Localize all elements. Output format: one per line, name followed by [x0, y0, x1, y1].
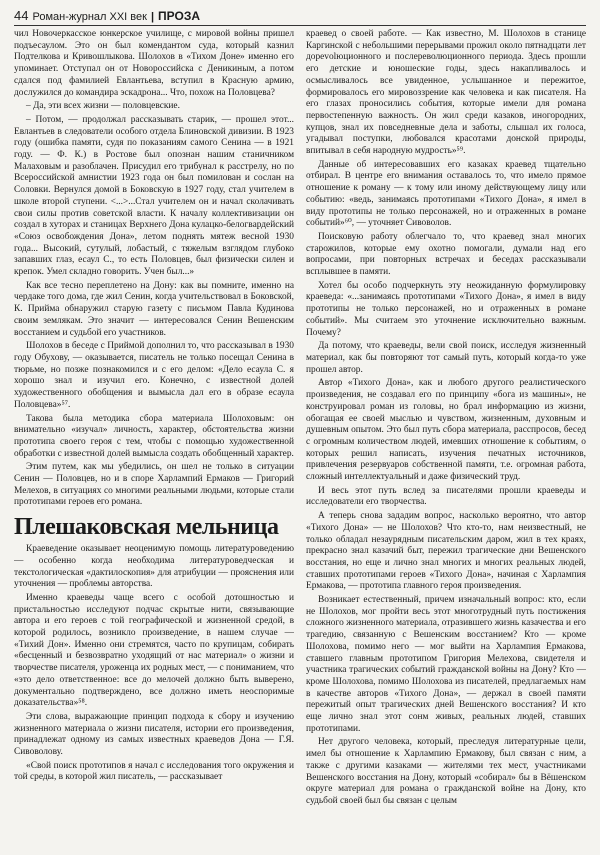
paragraph: Именно краеведы чаще всего с особой дотошностью и пристальностью исследуют подчас скрытые нити, связывающие автора и его героев с той географической и жизненной средой, в которой родилось, возникло произведение, в нашем случае — «Тихий Дон». Именно они стремятся, часто по крупицам, собирать «бесценный и безвозвратно уходящий от нас материал» о жизни и творчестве писателя, уроженца их родных мест, — с пониманием, что «это дело ответственное: все до мелочей должно быть выверено, документально подтверждено, все должно иметь неоспоримые доказательства»⁵⁸. [14, 592, 294, 709]
paragraph: чил Новочеркасское юнкерское училище, с мировой войны пришел подъесаулом. Это он был комендантом суда, который казнил Подтелкова и Кривошлыкова. Шолохов в «Тихом Доне» именно его упоминает. Отступал он от Новороссийска с Деникиным, а потом сдался под фамилией Евлантьева, вступил в Красную армию, дослужился до командира эскадрона... Что, похож на Половцева? [14, 29, 294, 98]
paragraph: Такова была методика сбора материала Шолоховым: он внимательно «изучал» личность, характер, обстоятельства жизни прототипа своего героя с тем, чтобы с помощью художественной обработки с известной долей вымысла создать обобщенный характер. [14, 413, 294, 459]
left-column [14, 29, 294, 855]
paragraph: А теперь снова зададим вопрос, насколько вероятно, что автор «Тихого Дона» — не Шолохов? Что кто-то, нам неизвестный, не только обладал незаурядным писательским даром, жил в тех краях, прекрасно знал казачий быт, пережил трагические дни Вешенского восстания, но еще и лично знал многих и многих реальных людей, ставших прототипами героев «Тихого Дона», начиная с Харлампия Ермакова, — прототипа главного героя произведения. [306, 511, 586, 592]
paragraph: Автор «Тихого Дона», как и любого другого реалистического произведения, не создавал его по принципу «бога из машины», не конструировал роман из головы, но брал информацию из жизни, обогащая ее своей мыслью и чувством, жизненным, духовным и душевным опытом. Это был путь сбора материала, расспросов, бесед с огромным количеством людей, имевших отношение к событиям, о которых решил написать, изучения печатных источников, привлечения резервуаров собственной памяти, т.е. огромная работа, сложный интеллектуальный и даже физический труд. [306, 378, 586, 483]
paragraph: Да потому, что краеведы, вели свой поиск, исследуя жизненный материал, как бы повторяют тот самый путь, который когда-то уже прошел автор. [306, 341, 586, 375]
paragraph: Данные об интересовавших его казаках краевед тщательно отбирал. В центре его внимания оставалось то, что имело прямое отношение к роману — к тому или иному действующему лицу или событию: «ведь, занимаясь прототипами «Тихого Дона», я имел в виду прототипы не только персонажей, но и отраженных в романе событий»⁶⁰, — уточняет Сивоволов. [306, 159, 586, 229]
paragraph: И весь этот путь вслед за писателями прошли краеведы и исследователи его творчества. [306, 485, 586, 508]
paragraph: Возникает естественный, причем изначальный вопрос: кто, если не Шолохов, мог пройти весь этот многотрудный путь постижения сложного жизненного материала, отразившего жизнь казачества и его трагедию, связанную с Вешенским восстанием? Кто — кроме Шолохова, помимо него — мог выйти на Харлампия Ермакова, ставшего главным прототипом Григория Мелехова, свидетеля и участника трагических событий гражданской войны на Дону? Кто — кроме Шолохова, помимо Шолохова из писателей, предлагаемых нам в качестве авторов «Тихого Дона», — держал в своей памяти пережитый опыт трагических дней Вешенского восстания? И кто еще лично знал этот сонм живых, реальных людей, ставших прототипами. [306, 595, 586, 734]
magazine-name: Роман-журнал XXI век [32, 11, 147, 23]
paragraph: Поисковую работу облегчало то, что краевед знал многих старожилов, которые ему охотно помогали, думали над его вопросами, при повторных встречах и беседах рассказывали всплывшее в памяти. [306, 231, 586, 278]
paragraph: Нет другого человека, который, преследуя литературные цели, имел бы отношение к Харлампию Ермакову, был связан с ним, а также с другими казаками — жителями тех мест, участниками Вешенского восстания на Дону, который «собирал» бы в Вёшенском округе материал для романа о гражданской войне на Дону, кто судьбой своей был бы связан с целым [306, 737, 586, 806]
page-number: 44 [14, 8, 29, 23]
paragraph: Краеведение оказывает неоценимую помощь литературоведению — особенно когда необходима литературоведческая и текстологическая «дактилоскопия» для атрибуции — прояснения или уточнения — проблемы авторства. [14, 544, 294, 590]
text-columns [14, 29, 586, 855]
paragraph: Как все тесно переплетено на Дону: как вы помните, именно на чердаке того дома, где жил Сенин, когда учительствовал в Боковской, К. Прийма обнаружил старую газету с письмом Павла Кудинова своим землякам. Это значит — интересовался Сенин Вешенским восстанием и судьбой его участников. [14, 280, 294, 338]
header-separator: | [150, 11, 155, 23]
paragraph: краевед о своей работе. — Как известно, М. Шолохов в станице Каргинской с небольшими перерывами прожил около пятнадцати лет дорevolюционного и послереволюционного периода. Здесь прошли его детские и юношеские годы, здесь накапливалось и осмысливалось все увиденное, услышанное и пережитое, формировалось его мировоззрение как человека и как писателя. На его глазах проносились события, которые имели для романа первостепенную важность. Он жил среди казаков, иногородних, купцов, знал их повседневные дела и заботы, слышал их голоса, угадывал поступки, любовался красотами донской природы, впитывал в себя народную мудрость»⁵⁹. [306, 29, 586, 157]
paragraph: – Да, эти всех жизни — половцевские. [26, 101, 180, 112]
paragraph: – Потом, — продолжал рассказывать старик, — прошел этот... Евлантьев в следователи особого отдела Блиновской дивизии. В 1923 году (ошибка памяти, судя по показаниям самого Сенина — в 1921 году. — Ф. К.) в Ростове был опознан нашим станичником Малаховым и разоблачен. Присудил его трибунал к расстрелу, но по Всероссийской амнистии 1923 года он был помилован и сослан на Соловки. Вернулся домой в Боковскую в 1927 году, стал учителем в школе второй ступени. <...>...Стал учителем он и начал сколачивать свои силы против советской власти. К началу коллективизации он создал в хуторах и станицах Верхнего Дона кулацко-белогвардейский «Союз освобождения Дона», летом поднять мятеж весной 1930 года... Высокий, сутулый, лобастый, с тяжелым взглядом глубоко запавших глаз, есаул С., то есть Половцев, был физически силен и крепок. Умел складно говорить. Учен был...» [14, 114, 294, 278]
article-title: Плешаковская мельница [14, 514, 279, 541]
paragraph: Эти слова, выражающие принцип подхода к сбору и изучению жизненного материала о жизни писателя, истории его произведения, принадлежат одному из самых известных краеведов Дона — Г.Я. Сивоволову. [14, 711, 294, 758]
paragraph: «Свой поиск прототипов я начал с исследования того окружения и той среды, в которой жил писатель, — рассказывает [14, 760, 294, 783]
paragraph: Этим путем, как мы убедились, он шел не только в ситуации Сенин — Половцев, но и в споре Харлампий Ермаков — Григорий Мелехов, в ситуациях со многими реальными людьми, которые стали прототипами героев его романа. [14, 462, 294, 508]
running-header [14, 8, 586, 26]
right-column [306, 29, 586, 855]
section-name: ПРОЗА [158, 9, 201, 23]
paragraph: Хотел бы особо подчеркнуть эту неожиданную формулировку краеведа: «...занимаясь прототипами «Тихого Дона», я имел в виду прототипы не только персонажей, но и отраженных в романе событий». Мы считаем это уточнение исключительно важным. Почему? [306, 280, 586, 338]
paragraph: Шолохов в беседе с Приймой дополнил то, что рассказывал в 1930 году Обухову, — оказывается, писатель не только посещал Сенина в тюрьме, но позже познакомился и с его делом: «Дело есаула С. я хорошо знал и изучил его. Конечно, с известной долей художественного обобщения и вымысла дал его в образе есаула Половцева»⁵⁷. [14, 341, 294, 410]
